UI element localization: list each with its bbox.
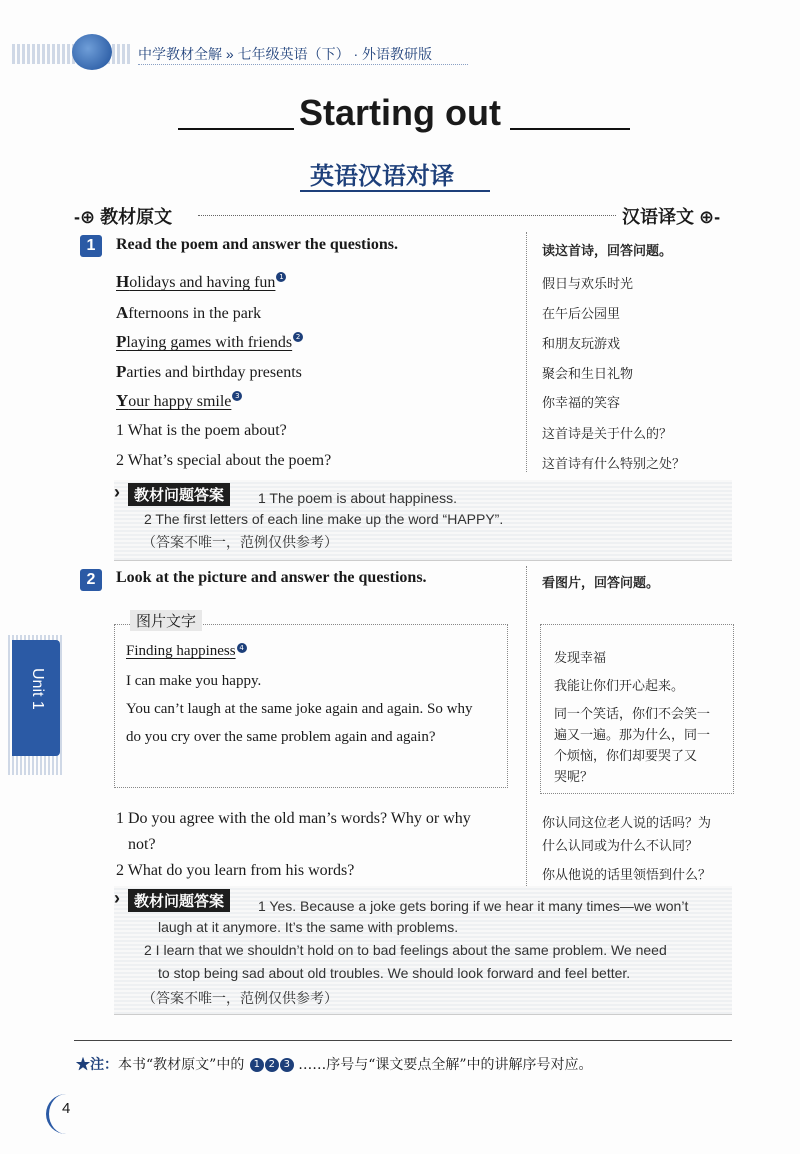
- picture-line-cn: 同一个笑话，你们不会笑一: [554, 707, 711, 722]
- poem-line-cn: 聚会和生日礼物: [542, 367, 634, 382]
- footnote: ★注：本书“教材原文”中的 1 2 3 ……序号与“课文要点全解”中的讲解序号对应。: [76, 1057, 593, 1073]
- question-line: 2 What do you learn from his words?: [116, 862, 355, 879]
- poem-line-cn: 你幸福的笑容: [542, 396, 621, 411]
- chevron-right-icon: ›: [114, 888, 120, 908]
- answer-line: 2 I learn that we shouldn’t hold on to bad feelings about the same problem. We need: [144, 942, 667, 958]
- poem-line: Playing games with friends 2: [116, 332, 303, 352]
- answer-line: 1 Yes. Because a joke gets boring if we hear it many times—we won’t: [258, 898, 689, 914]
- picture-title: Finding happiness 4: [126, 643, 247, 660]
- picture-line-cn: 个烦恼，你们却要哭了又: [554, 749, 698, 764]
- section-divider: [198, 215, 616, 216]
- column-divider: [526, 232, 527, 472]
- question-number: 1: [80, 235, 102, 257]
- title-rule-right: [510, 128, 630, 130]
- answer-line: 2 The first letters of each line make up the word “HAPPY”.: [144, 511, 504, 527]
- poem-line: Parties and birthday presents: [116, 362, 302, 381]
- chevron-right-icon: ›: [114, 482, 120, 502]
- picture-line-cn: 遍又一遍。那为什么，同一: [554, 728, 711, 743]
- question-line-cn: 你从他说的话里领悟到什么？: [542, 868, 712, 883]
- poem-line: Holidays and having fun 1: [116, 272, 286, 292]
- footnote-marker: 2: [293, 332, 303, 342]
- answer-line: laugh at it anymore. It’s the same with problems.: [158, 919, 459, 935]
- answer-tag: 教材问题答案: [128, 889, 230, 912]
- book-name: 中学教材全解: [138, 46, 222, 62]
- question-line-cn: 这首诗有什么特别之处？: [542, 457, 686, 472]
- unit-side-tab-label: Unit 1: [29, 668, 46, 710]
- footnote-divider: [74, 1040, 732, 1041]
- down-arrow-icon: ⊕-: [694, 207, 721, 227]
- picture-line: You can’t laugh at the same joke again and again. So why: [126, 701, 473, 717]
- poem-line-cn: 假日与欢乐时光: [542, 277, 634, 292]
- poem-line-cn: 和朋友玩游戏: [542, 337, 621, 352]
- answer-line: to stop being sad about old troubles. We should look forward and feel better.: [158, 965, 631, 981]
- question-number: 2: [80, 569, 102, 591]
- page-title: Starting out: [299, 92, 501, 133]
- question-line-cn: 你认同这位老人说的话吗？为: [542, 816, 712, 831]
- picture-line: do you cry over the same problem again and again?: [126, 729, 436, 745]
- picture-line-cn: 哭呢？: [554, 770, 594, 785]
- picture-line: I can make you happy.: [126, 673, 262, 689]
- picture-text-tag: 图片文字: [130, 610, 202, 631]
- answer-note: （答案不唯一，范例仅供参考）: [142, 534, 338, 550]
- footnote-marker: 4: [237, 643, 247, 653]
- question-line-cn: 什么认同或为什么不认同？: [542, 839, 699, 854]
- edition-label: 外语教研版: [362, 46, 433, 62]
- answer-note: （答案不唯一，范例仅供参考）: [142, 990, 338, 1006]
- grade-label: 七年级英语（下）: [237, 46, 350, 62]
- question-line: 1 Do you agree with the old man’s words? Why or why: [116, 810, 471, 827]
- page-number: 4: [62, 1100, 71, 1117]
- poem-line: Your happy smile 3: [116, 391, 242, 411]
- section-translation-heading: 汉语译文 ⊕-: [622, 207, 721, 227]
- poem-line: Afternoons in the park: [116, 303, 262, 322]
- question-title: Read the poem and answer the questions.: [116, 236, 398, 253]
- question-line: 1 What is the poem about?: [116, 422, 287, 439]
- down-arrow-icon: -⊕: [74, 207, 101, 227]
- subtitle-underline: [300, 190, 490, 192]
- running-header: 中学教材全解 » 七年级英语（下） · 外语教研版: [138, 46, 433, 62]
- question-title: Look at the picture and answer the questions.: [116, 569, 427, 586]
- footnote-marker: 1: [276, 272, 286, 282]
- section-original-heading: -⊕ 教材原文: [74, 207, 173, 227]
- poem-line-cn: 在午后公园里: [542, 307, 621, 322]
- picture-line-cn: 发现幸福: [554, 651, 607, 666]
- question-title-cn: 看图片，回答问题。: [542, 575, 660, 590]
- answer-tag: 教材问题答案: [128, 483, 230, 506]
- question-line-cn: 这首诗是关于什么的？: [542, 427, 673, 442]
- question-title-cn: 读这首诗，回答问题。: [542, 243, 673, 258]
- picture-line-cn: 我能让你们开心起来。: [554, 679, 685, 694]
- answer-line: 1 The poem is about happiness.: [258, 490, 457, 506]
- question-line: 2 What’s special about the poem?: [116, 452, 332, 469]
- question-line: not?: [128, 836, 156, 853]
- header-divider: [138, 64, 468, 65]
- column-divider: [526, 566, 527, 886]
- book-logo-icon: [72, 34, 112, 70]
- section-subtitle: 英语汉语对译: [310, 163, 454, 190]
- footnote-marker: 3: [232, 391, 242, 401]
